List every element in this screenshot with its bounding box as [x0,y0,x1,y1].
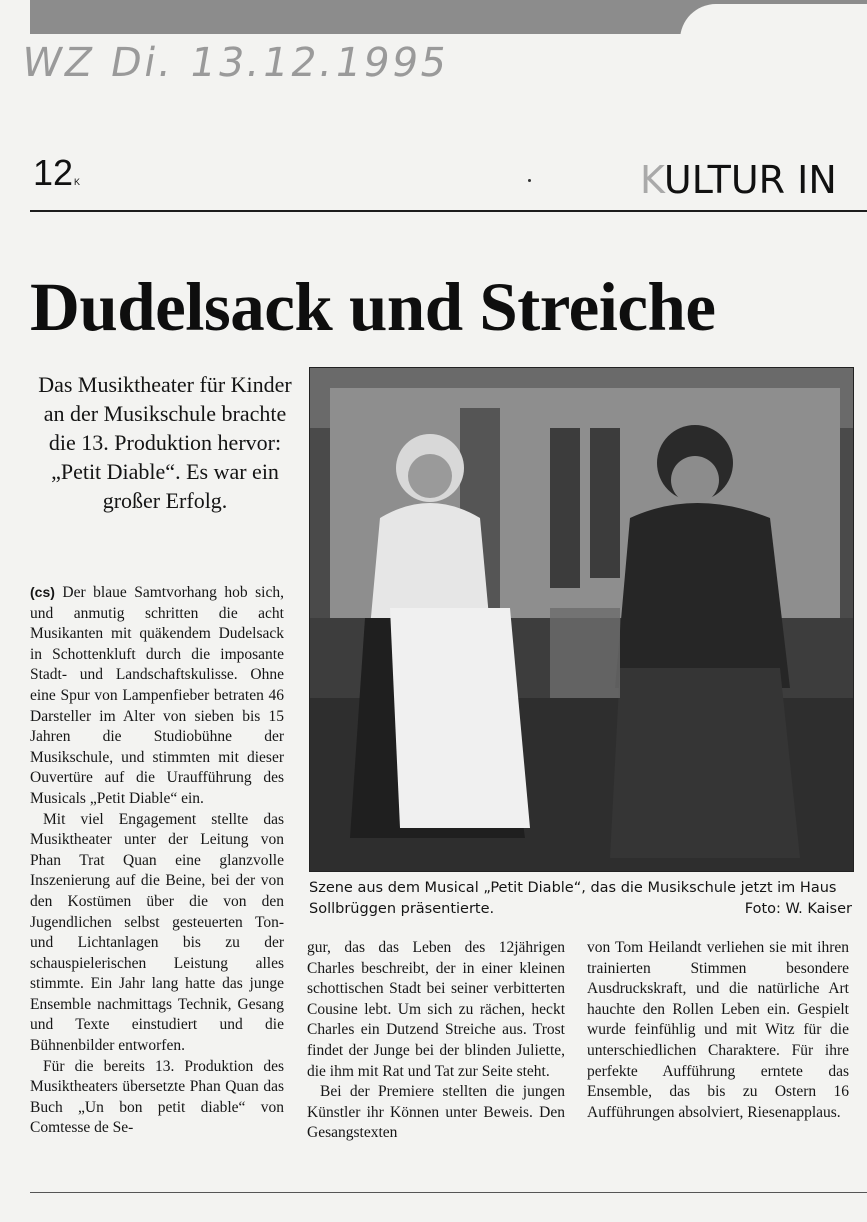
page-number [33,152,80,194]
top-bar-tear [680,4,867,40]
author-byline: (cs) [30,584,55,600]
paragraph-5: Bei der Premiere stellten die jungen Künstler ihr Können unter Beweis. Den Gesangstexten [307,1083,565,1142]
section-title-rest: ULTUR IN [663,158,837,202]
paragraph-1-text: Der blaue Samtvorhang hob sich, und anmutig schritten die acht Musikanten mit quäkendem Dudelsack in Schottenkluft durch die imposante Stadt- und Landschaftskulisse. Ohne eine Spur von Lampenfieber betraten 46 Darsteller im Alter von sieben bis 15 Jahren die Studiobühne der Musikschule, und stimmten mit dieser Ouvertüre auf die Uraufführung des Musicals „Petit Diable“ ein. [30,584,284,807]
stage-scene-illustration [310,368,853,871]
article-column-1 [30,582,284,1139]
section-initial: K [640,158,664,202]
page-number-value: 12 [33,152,74,193]
header-rule [30,210,867,212]
article-subheadline: Das Musiktheater für Kinder an der Musikschule brachte die 13. Produktion hervor: „Petit Diable“. Es war ein großer Erfolg. [38,372,292,513]
article-column-3 [587,938,849,1123]
paragraph-6: von Tom Heilandt verliehen sie mit ihren trainierten Stimmen besondere Ausdruckskraft, und die natürliche Art hauchte den Rollen Leben ein. Gespielt wurde feinfühlig und mit Witz für die unterschiedlichen Charaktere. Für ihre perfekte Aufführung erntete das Ensemble, das bis zu Ostern 16 Aufführungen absolviert, Riesenapplaus. [587,939,849,1121]
photo-caption-block [309,878,852,920]
article-photo [309,367,854,872]
article-column-2 [307,938,565,1144]
paragraph-1 [30,582,284,810]
page-edition-mark: K [74,177,81,187]
paragraph-4: gur, das das Leben des 12jährigen Charles beschreibt, der in einer kleinen schottischen Stadt bei seiner verbitterten Cousine lebt. Um sich zu rächen, heckt Charles ein Dutzend Streiche aus. Trost findet der Junge bei der blinden Juliette, die ihm mit Rat und Tat zur Seite steht. [307,939,565,1080]
paragraph-3: Für die bereits 13. Produktion des Musiktheaters übersetzte Phan Quan das Buch „Un bon petit diable“ von Comtesse de Se- [30,1057,284,1137]
footer-rule [30,1192,867,1193]
section-header [640,158,837,202]
handwritten-date-note: WZ Di. 13.12.1995 [17,40,454,86]
photo-caption: Szene aus dem Musical „Petit Diable“, das die Musikschule jetzt im Haus Sollbrüggen präsentierte. [309,880,837,917]
print-dot [528,179,531,182]
article-headline: Dudelsack und Streiche [30,269,716,345]
paragraph-2: Mit viel Engagement stellte das Musiktheater unter der Leitung von Phan Trat Quan eine glanzvolle Inszenierung auf die Beine, bei der von den Kostümen über die von den Jugendlichen selbst gesteuerten Ton- und Lichtanlagen bis zu der schauspielerischen Leistung alles stimmte. Ein Jahr lang hatte das junge Ensemble nachmittags Technik, Gesang und Texte einstudiert und die Bühnenbilder entworfen. [30,810,284,1055]
photo-credit: Foto: W. Kaiser [744,901,852,917]
